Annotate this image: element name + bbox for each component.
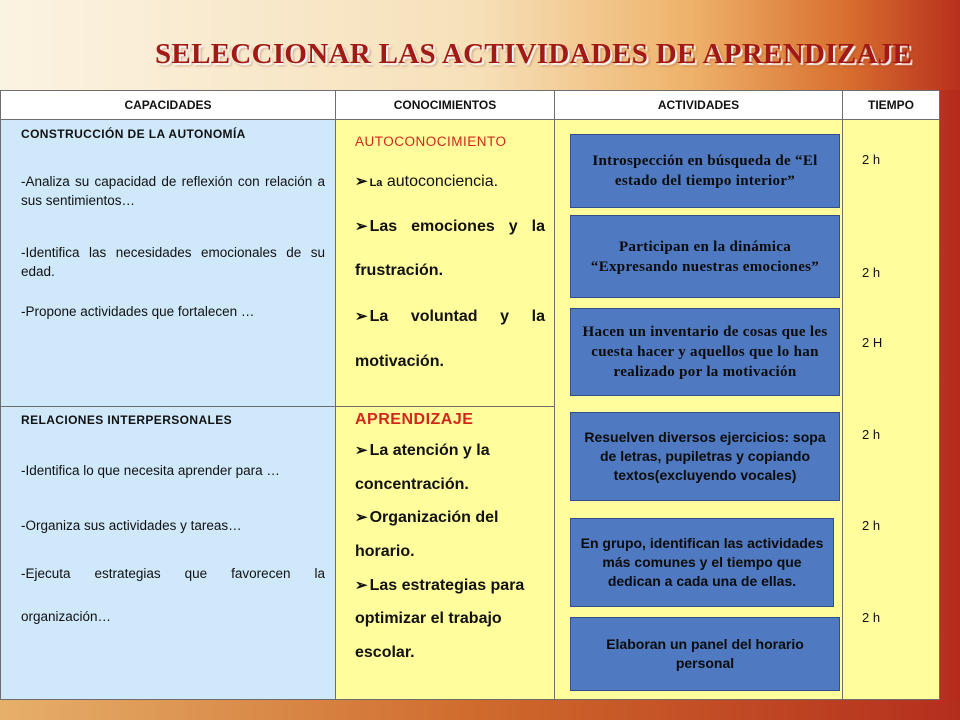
conocimiento-heading-autoconocimiento: AUTOCONOCIMIENTO: [355, 134, 507, 149]
arrow-bullet-icon: ➢: [355, 509, 368, 526]
conocimiento-item: ➢ La atención y la: [355, 442, 490, 459]
header-capacidades: CAPACIDADES: [0, 90, 336, 120]
conocimiento-item-cont: optimizar el trabajo: [355, 610, 502, 627]
activity-box: Elaboran un panel del horario personal: [570, 617, 840, 691]
conocimiento-item: ➢ Las estrategias para: [355, 577, 525, 594]
conocimiento-item-cont: escolar.: [355, 644, 415, 661]
capacidad-item: organización…: [21, 609, 112, 624]
arrow-bullet-icon: ➢: [355, 577, 368, 594]
conocimiento-heading-aprendizaje: APRENDIZAJE: [355, 411, 474, 428]
capacidad-item: -Propone actividades que fortalecen …: [21, 304, 255, 319]
conocimiento-item: ➢ La voluntad y la: [355, 308, 545, 325]
header-conocimientos: CONOCIMIENTOS: [335, 90, 555, 120]
activity-box: Resuelven diversos ejercicios: sopa de letras, pupiletras y copiando textos(excluyendo vocales): [570, 412, 840, 501]
tiempo-cell: [842, 119, 940, 700]
time-value: 2 h: [862, 427, 881, 442]
footer-band: [0, 700, 960, 720]
capacidad-item: -Ejecuta estrategias que favorecen la: [21, 566, 325, 581]
header-actividades: ACTIVIDADES: [554, 90, 843, 120]
activity-box: Hacen un inventario de cosas que les cuesta hacer y aquellos que lo han realizado por la motivación: [570, 308, 840, 396]
capacidad-heading-autonomia: CONSTRUCCIÓN DE LA AUTONOMÍA: [21, 127, 246, 141]
time-value: 2 H: [862, 335, 883, 350]
capacidad-item: -Identifica lo que necesita aprender para …: [21, 463, 280, 478]
capacidades-cell-relaciones: [0, 406, 336, 700]
arrow-bullet-icon: ➢: [355, 442, 368, 459]
conocimiento-item: ➢ Las emociones y la: [355, 218, 545, 235]
conocimiento-item: ➢ La autoconciencia.: [355, 173, 499, 190]
conocimiento-item-cont: horario.: [355, 543, 415, 560]
capacidad-item: -Analiza su capacidad de reflexión con relación a sus sentimientos…: [21, 174, 325, 208]
arrow-bullet-icon: ➢: [355, 308, 368, 325]
time-value: 2 h: [862, 518, 881, 533]
capacidad-heading-relaciones: RELACIONES INTERPERSONALES: [21, 413, 233, 427]
header-tiempo: TIEMPO: [842, 90, 940, 120]
activity-box: Introspección en búsqueda de “El estado del tiempo interior”: [570, 134, 840, 208]
conocimiento-item-cont: motivación.: [355, 353, 444, 370]
activity-box: En grupo, identifican las actividades más comunes y el tiempo que dedican a cada una de ellas.: [570, 518, 834, 607]
conocimiento-item: ➢ Organización del: [355, 509, 499, 526]
time-value: 2 h: [862, 265, 881, 280]
page-title: SELECCIONAR LAS ACTIVIDADES DE APRENDIZAJE: [155, 38, 913, 70]
conocimiento-item-cont: frustración.: [355, 262, 444, 279]
arrow-bullet-icon: ➢: [355, 218, 368, 235]
activity-box: Participan en la dinámica “Expresando nuestras emociones”: [570, 215, 840, 298]
time-value: 2 h: [862, 610, 881, 625]
capacidad-item: -Identifica las necesidades emocionales de su edad.: [21, 245, 325, 279]
time-value: 2 h: [862, 152, 881, 167]
conocimiento-item-cont: concentración.: [355, 476, 469, 493]
arrow-bullet-icon: ➢: [355, 173, 368, 190]
capacidad-item: -Organiza sus actividades y tareas…: [21, 518, 242, 533]
